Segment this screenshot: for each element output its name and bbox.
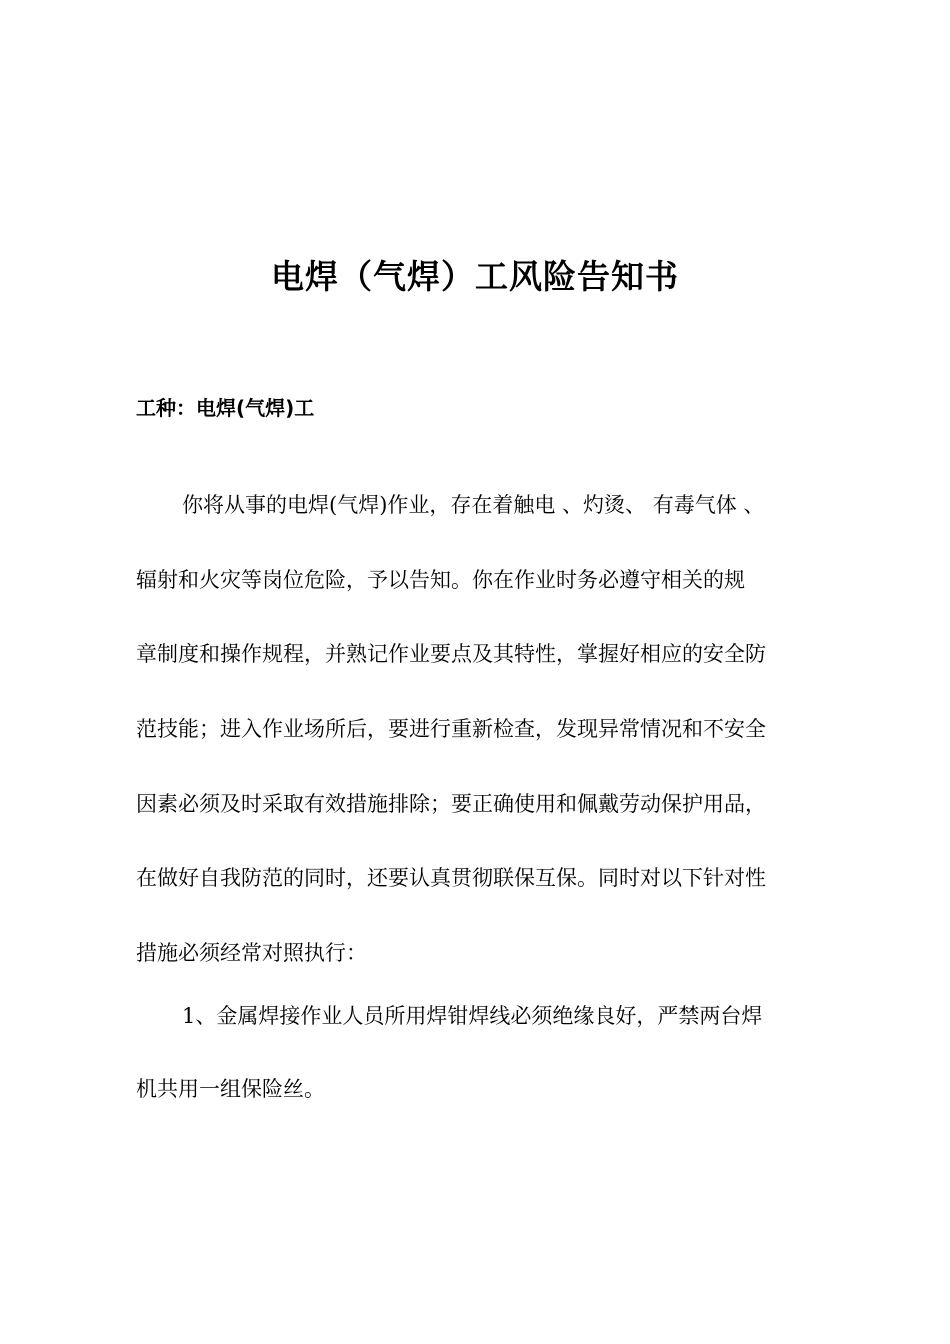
job-type-label: 工种：电焊(气焊)工 — [136, 396, 315, 420]
body-line-2: 辐射和火灾等岗位危险，予以告知。你在作业时务必遵守相关的规 — [136, 568, 745, 592]
item-1-line-1: 1、金属焊接作业人员所用焊钳焊线必须绝缘良好，严禁两台焊 — [182, 1004, 763, 1028]
body-line-1: 你将从事的电焊(气焊)作业，存在着触电 、灼烫、 有毒气体 、 — [182, 493, 765, 517]
page-title: 电焊（气焊）工风险告知书 — [271, 257, 679, 296]
item-1-line-2: 机共用一组保险丝。 — [136, 1077, 325, 1101]
body-line-7: 措施必须经常对照执行： — [136, 941, 367, 965]
body-line-3: 章制度和操作规程，并熟记作业要点及其特性，掌握好相应的安全防 — [136, 642, 766, 666]
body-line-5: 因素必须及时采取有效措施排除；要正确使用和佩戴劳动保护用品， — [136, 792, 766, 816]
body-line-4: 范技能；进入作业场所后，要进行重新检查，发现异常情况和不安全 — [136, 717, 766, 741]
body-line-6: 在做好自我防范的同时，还要认真贯彻联保互保。同时对以下针对性 — [136, 866, 766, 890]
